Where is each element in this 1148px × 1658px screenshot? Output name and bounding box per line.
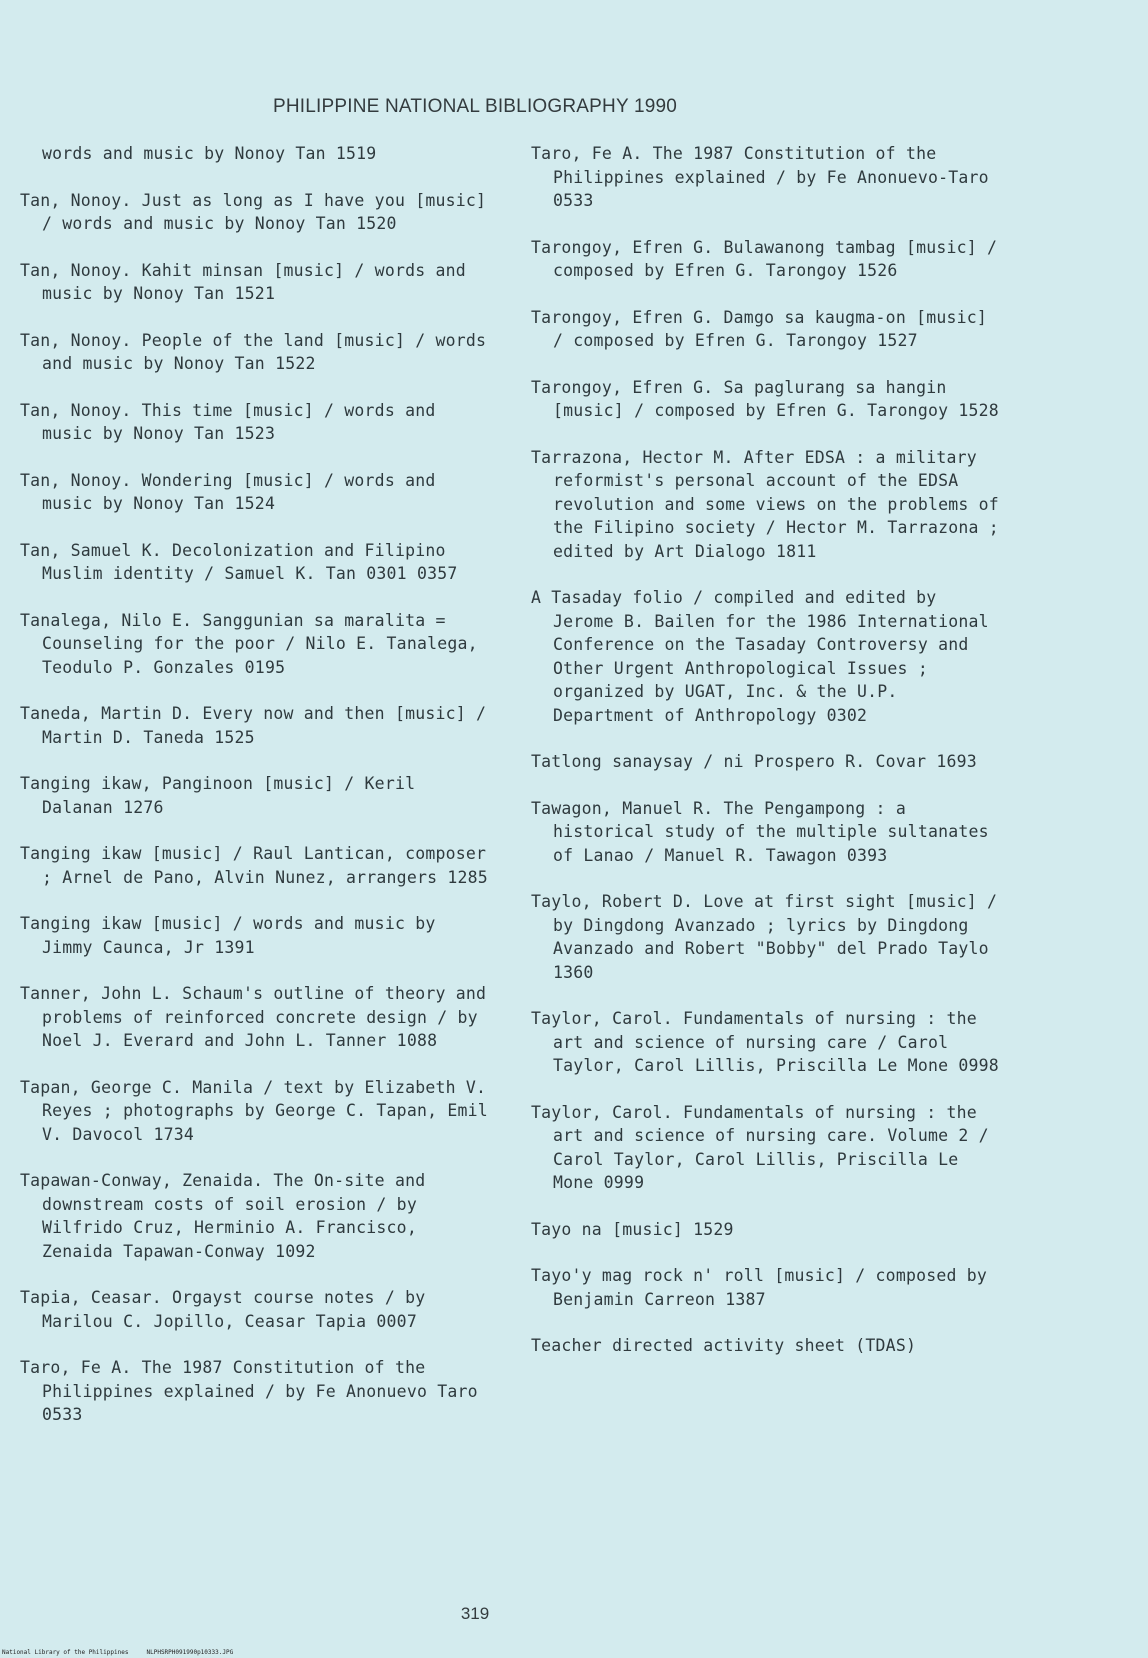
list-item: Tarrazona, Hector M. After EDSA : a military reformist's personal account of the EDSA revolution and some views on the problems of the Filipino society / Hector M. Tarrazona ; edited by Art Dialogo 1811 [531, 447, 999, 561]
list-item: words and music by Nonoy Tan 1519 [42, 144, 377, 163]
list-item: Tan, Nonoy. Kahit minsan [music] / words and music by Nonoy Tan 1521 [20, 260, 466, 303]
list-item: Tanalega, Nilo E. Sanggunian sa maralita = Counseling for the poor / Nilo E. Tanalega, Teodulo P. Gonzales 0195 [20, 610, 478, 677]
page-number: 319 [460, 1604, 490, 1623]
list-item: Tan, Nonoy. This time [music] / words and music by Nonoy Tan 1523 [20, 400, 436, 443]
list-item: Taneda, Martin D. Every now and then [music] / Martin D. Taneda 1525 [20, 704, 487, 747]
list-item: Tanner, John L. Schaum's outline of theory and problems of reinforced concrete design / by Noel J. Everard and John L. Tanner 1088 [20, 984, 487, 1050]
list-item: Tarongoy, Efren G. Sa paglurang sa hangin [music] / composed by Efren G. Tarongoy 1528 [531, 377, 999, 420]
list-item: Tarongoy, Efren G. Bulawanong tambag [music] / composed by Efren G. Tarongoy 1526 [531, 237, 998, 280]
list-item: Taro, Fe A. The 1987 Constitution of the Philippines explained / by Fe Anonuevo-Taro 0533 [531, 144, 989, 210]
list-item: Teacher directed activity sheet (TDAS) [531, 1336, 917, 1355]
list-item: Tanging ikaw, Panginoon [music] / Keril Dalanan 1276 [20, 774, 416, 817]
list-item: Tan, Samuel K. Decolonization and Filipino Muslim identity / Samuel K. Tan 0301 0357 [20, 540, 458, 583]
list-item: Taro, Fe A. The 1987 Constitution of the Philippines explained / by Fe Anonuevo Taro 0533 [20, 1358, 478, 1424]
list-item: Tarongoy, Efren G. Damgo sa kaugma-on [music] / composed by Efren G. Tarongoy 1527 [531, 307, 988, 350]
list-item: Tapawan-Conway, Zenaida. The On-site and downstream costs of soil erosion / by Wilfrido Cruz, Herminio A. Francisco, Zenaida Tapawan-Conway 1092 [20, 1171, 426, 1261]
list-item: Taylor, Carol. Fundamentals of nursing : the art and science of nursing care. Volume 2 / Carol Taylor, Carol Lillis, Priscilla Le Mone 0999 [531, 1102, 989, 1192]
list-item: Tayo na [music] 1529 [531, 1219, 734, 1239]
list-item: Tan, Nonoy. Wondering [music] / words and music by Nonoy Tan 1524 [20, 470, 436, 513]
list-item: A Tasaday folio / compiled and edited by Jerome B. Bailen for the 1986 International Conference on the Tasaday Controversy and Other Urgent Anthropological Issues ; organized by UGAT, Inc. & the U.P. Department of Anthropology 0302 [531, 588, 989, 725]
list-item: Tanging ikaw [music] / Raul Lantican, composer ; Arnel de Pano, Alvin Nunez, arrangers 1285 [20, 844, 488, 887]
list-item: Tawagon, Manuel R. The Pengampong : a historical study of the multiple sultanates of Lanao / Manuel R. Tawagon 0393 [531, 798, 989, 865]
left-column [20, 142, 490, 1450]
list-item: Tanging ikaw [music] / words and music by Jimmy Caunca, Jr 1391 [20, 914, 436, 957]
list-item: Taylor, Carol. Fundamentals of nursing : the art and science of nursing care / Carol Taylor, Carol Lillis, Priscilla Le Mone 0998 [531, 1009, 999, 1075]
list-item: Tapan, George C. Manila / text by Elizabeth V. Reyes ; photographs by George C. Tapan, Emil V. Davocol 1734 [20, 1077, 488, 1144]
page-header: PHILIPPINE NATIONAL BIBLIOGRAPHY 1990 [272, 96, 678, 117]
list-item: Tatlong sanaysay / ni Prospero R. Covar 1693 [531, 752, 977, 771]
list-item: Tayo'y mag rock n' roll [music] / composed by Benjamin Carreon 1387 [531, 1266, 988, 1309]
list-item: Tan, Nonoy. People of the land [music] / words and music by Nonoy Tan 1522 [20, 330, 487, 373]
list-item: Tapia, Ceasar. Orgayst course notes / by Marilou C. Jopillo, Ceasar Tapia 0007 [20, 1288, 426, 1331]
list-item: Taylo, Robert D. Love at first sight [music] / by Dingdong Avanzado ; lyrics by Dingdong Avanzado and Robert "Bobby" del Prado Taylo 1360 [531, 892, 998, 982]
list-item: Tan, Nonoy. Just as long as I have you [music] / words and music by Nonoy Tan 1520 [20, 190, 487, 233]
scan-footer: National Library of the Philippines NLPHSRPH091990p10333.JPG [2, 1649, 234, 1656]
right-column [531, 142, 1001, 1381]
